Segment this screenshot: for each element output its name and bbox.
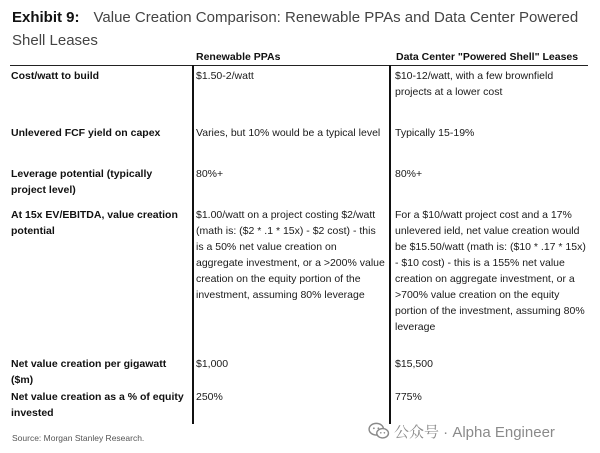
column-divider-2 bbox=[389, 65, 391, 424]
row-label-net-value-per-gw: Net value creation per gigawatt ($m) bbox=[11, 358, 167, 386]
cell-renewable-net-value-pct-equity: 250% bbox=[196, 391, 223, 403]
header-divider bbox=[10, 65, 588, 66]
row-label-fcf-yield: Unlevered FCF yield on capex bbox=[11, 127, 161, 139]
source-note: Source: Morgan Stanley Research. bbox=[12, 433, 145, 443]
exhibit-label: Exhibit 9: bbox=[12, 9, 80, 26]
row-label-net-value-pct-equity: Net value creation as a % of equity invested bbox=[11, 391, 184, 419]
wechat-icon bbox=[368, 422, 390, 440]
cell-renewable-leverage: 80%+ bbox=[196, 168, 224, 180]
cell-datacenter-leverage: 80%+ bbox=[395, 168, 423, 180]
row-label-cost-per-watt: Cost/watt to build bbox=[11, 70, 100, 82]
cell-renewable-net-value-per-gw: $1,000 bbox=[196, 358, 229, 370]
cell-datacenter-value-creation-potential: For a $10/watt project cost and a 17% unlevered ield, net value creation would be $15.50/watt (math is: ($10 * .17 * 15x) - $10 cost) - this is a 155% net value creation on aggregate investment, or a >700% value creation on the equity portion of the investment, assuming 80% leverage bbox=[395, 209, 586, 333]
exhibit-title-text: Value Creation Comparison: Renewable PPAs and Data Center Powered Shell Leases bbox=[12, 9, 579, 49]
cell-renewable-fcf-yield: Varies, but 10% would be a typical level bbox=[196, 127, 381, 139]
watermark bbox=[368, 420, 598, 442]
watermark-text: 公众号 · Alpha Engineer bbox=[394, 423, 555, 441]
column-divider-1 bbox=[192, 65, 194, 424]
cell-datacenter-cost-per-watt: $10-12/watt, with a few brownfield projects at a lower cost bbox=[395, 70, 554, 98]
column-header-datacenter: Data Center "Powered Shell" Leases bbox=[396, 51, 579, 63]
cell-datacenter-fcf-yield: Typically 15-19% bbox=[395, 127, 475, 139]
exhibit-title bbox=[12, 6, 588, 52]
cell-renewable-value-creation-potential: $1.00/watt on a project costing $2/watt (math is: ($2 * .1 * 15x) - $2 cost) - this is a 50% net value creation on aggregate investment, or a >200% value creation on the equity portion of the investment, assuming 80% leverage bbox=[196, 209, 385, 301]
cell-renewable-cost-per-watt: $1.50-2/watt bbox=[196, 70, 254, 82]
column-header-renewable: Renewable PPAs bbox=[196, 51, 281, 63]
row-label-value-creation-potential: At 15x EV/EBITDA, value creation potential bbox=[11, 209, 178, 237]
cell-datacenter-net-value-per-gw: $15,500 bbox=[395, 358, 433, 370]
row-label-leverage: Leverage potential (typically project level) bbox=[11, 168, 153, 196]
cell-datacenter-net-value-pct-equity: 775% bbox=[395, 391, 422, 403]
